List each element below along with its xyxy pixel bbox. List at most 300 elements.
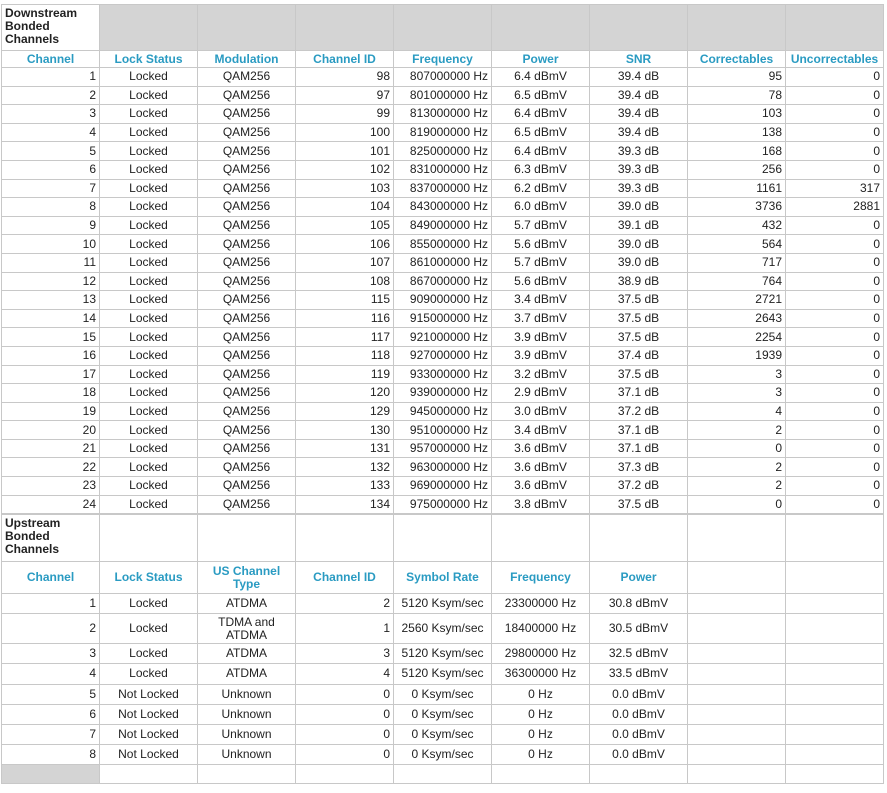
table-cell: 0	[786, 421, 884, 440]
table-cell: 3	[296, 644, 394, 664]
table-cell: 131	[296, 439, 394, 458]
table-cell: ATDMA	[198, 644, 296, 664]
table-cell: 969000000 Hz	[394, 477, 492, 496]
empty-cell	[786, 664, 884, 684]
table-cell: Locked	[100, 365, 198, 384]
table-cell: 2	[688, 458, 786, 477]
table-cell: 5	[2, 684, 100, 704]
table-cell: 861000000 Hz	[394, 253, 492, 272]
table-row	[2, 179, 884, 198]
table-cell: 0 Ksym/sec	[394, 684, 492, 704]
table-cell: 6.5 dBmV	[492, 86, 590, 105]
table-cell: 813000000 Hz	[394, 105, 492, 124]
table-cell: 0	[296, 724, 394, 744]
table-cell: 3.8 dBmV	[492, 495, 590, 514]
table-cell: 39.0 dB	[590, 253, 688, 272]
footer-filler-cell	[2, 765, 100, 784]
table-cell: Unknown	[198, 704, 296, 724]
table-cell: 951000000 Hz	[394, 421, 492, 440]
table-cell: 37.5 dB	[590, 309, 688, 328]
table-cell: 256	[688, 160, 786, 179]
table-cell: 0	[786, 458, 884, 477]
column-header: Frequency	[492, 562, 590, 594]
table-cell: 33.5 dBmV	[590, 664, 688, 684]
table-cell: 32.5 dBmV	[590, 644, 688, 664]
column-header: Modulation	[198, 51, 296, 68]
table-cell: 2643	[688, 309, 786, 328]
table-row	[2, 644, 884, 664]
table-cell: 0.0 dBmV	[590, 704, 688, 724]
table-cell: 927000000 Hz	[394, 346, 492, 365]
table-cell: QAM256	[198, 402, 296, 421]
table-cell: 4	[296, 664, 394, 684]
table-cell: QAM256	[198, 105, 296, 124]
table-cell: QAM256	[198, 179, 296, 198]
column-header: US Channel Type	[198, 562, 296, 594]
table-cell: 3	[2, 105, 100, 124]
table-cell: 130	[296, 421, 394, 440]
table-cell: 0 Hz	[492, 684, 590, 704]
table-cell: 0	[786, 328, 884, 347]
table-row	[2, 328, 884, 347]
table-cell: 831000000 Hz	[394, 160, 492, 179]
table-cell: 0	[786, 272, 884, 291]
table-cell: 0	[786, 216, 884, 235]
empty-cell	[296, 515, 394, 562]
table-cell: 21	[2, 439, 100, 458]
table-cell: QAM256	[198, 253, 296, 272]
table-cell: 2	[688, 421, 786, 440]
table-cell: 11	[2, 253, 100, 272]
table-cell: 2560 Ksym/sec	[394, 614, 492, 644]
table-cell: 764	[688, 272, 786, 291]
table-row	[2, 198, 884, 217]
table-cell: 37.2 dB	[590, 402, 688, 421]
column-header: Lock Status	[100, 562, 198, 594]
upstream-title: Upstream Bonded Channels	[2, 515, 100, 562]
table-cell: 98	[296, 68, 394, 87]
table-cell: Locked	[100, 439, 198, 458]
table-cell: 18	[2, 384, 100, 403]
table-cell: Locked	[100, 421, 198, 440]
table-cell: 23	[2, 477, 100, 496]
table-cell: 5.7 dBmV	[492, 216, 590, 235]
table-cell: 129	[296, 402, 394, 421]
table-row	[2, 684, 884, 704]
table-cell: 39.0 dB	[590, 198, 688, 217]
table-cell: 915000000 Hz	[394, 309, 492, 328]
column-header: Correctables	[688, 51, 786, 68]
table-cell: Not Locked	[100, 745, 198, 765]
table-cell: 3	[2, 644, 100, 664]
table-cell: Locked	[100, 402, 198, 421]
table-row	[2, 439, 884, 458]
table-row	[2, 477, 884, 496]
table-cell: 6.3 dBmV	[492, 160, 590, 179]
upstream-table	[1, 514, 884, 784]
table-cell: 2881	[786, 198, 884, 217]
table-cell: 6	[2, 704, 100, 724]
empty-cell	[590, 765, 688, 784]
table-cell: 97	[296, 86, 394, 105]
table-row	[2, 594, 884, 614]
table-row	[2, 142, 884, 161]
table-cell: 23300000 Hz	[492, 594, 590, 614]
table-row	[2, 291, 884, 310]
table-cell: 117	[296, 328, 394, 347]
table-row	[2, 160, 884, 179]
table-cell: Locked	[100, 216, 198, 235]
table-cell: QAM256	[198, 346, 296, 365]
header-filler-cell	[296, 5, 394, 51]
table-cell: Locked	[100, 160, 198, 179]
table-cell: 0	[296, 704, 394, 724]
empty-cell	[786, 515, 884, 562]
table-cell: 3.9 dBmV	[492, 328, 590, 347]
table-cell: Locked	[100, 328, 198, 347]
table-cell: 6.5 dBmV	[492, 123, 590, 142]
table-cell: Locked	[100, 614, 198, 644]
table-cell: 0	[786, 86, 884, 105]
table-row	[2, 724, 884, 744]
header-filler-cell	[492, 5, 590, 51]
downstream-title: Downstream Bonded Channels	[2, 5, 100, 51]
table-cell: 3	[688, 365, 786, 384]
table-cell: 5120 Ksym/sec	[394, 644, 492, 664]
table-cell: 5	[2, 142, 100, 161]
table-cell: QAM256	[198, 142, 296, 161]
empty-cell	[100, 765, 198, 784]
table-cell: Not Locked	[100, 704, 198, 724]
empty-cell	[590, 515, 688, 562]
table-cell: Locked	[100, 68, 198, 87]
table-cell: 2	[2, 614, 100, 644]
table-cell: 0	[786, 439, 884, 458]
table-cell: 6.4 dBmV	[492, 68, 590, 87]
table-cell: 18400000 Hz	[492, 614, 590, 644]
table-cell: QAM256	[198, 235, 296, 254]
table-row	[2, 664, 884, 684]
table-cell: QAM256	[198, 495, 296, 514]
table-cell: 5120 Ksym/sec	[394, 594, 492, 614]
table-cell: 37.2 dB	[590, 477, 688, 496]
table-row	[2, 614, 884, 644]
table-cell: 807000000 Hz	[394, 68, 492, 87]
table-cell: Locked	[100, 123, 198, 142]
table-row	[2, 365, 884, 384]
column-header: Channel ID	[296, 51, 394, 68]
table-cell: 9	[2, 216, 100, 235]
table-cell: 0	[296, 745, 394, 765]
table-cell: 100	[296, 123, 394, 142]
table-row	[2, 105, 884, 124]
table-cell: 1	[296, 614, 394, 644]
table-cell: 2	[688, 477, 786, 496]
table-cell: 6.0 dBmV	[492, 198, 590, 217]
table-cell: 38.9 dB	[590, 272, 688, 291]
table-cell: 1	[2, 594, 100, 614]
table-cell: 133	[296, 477, 394, 496]
table-cell: Locked	[100, 272, 198, 291]
table-cell: 0	[786, 346, 884, 365]
table-cell: 37.5 dB	[590, 328, 688, 347]
table-cell: 78	[688, 86, 786, 105]
table-cell: 855000000 Hz	[394, 235, 492, 254]
table-cell: 0	[786, 384, 884, 403]
table-cell: QAM256	[198, 458, 296, 477]
table-cell: 957000000 Hz	[394, 439, 492, 458]
table-cell: 39.4 dB	[590, 123, 688, 142]
table-cell: QAM256	[198, 365, 296, 384]
table-cell: 15	[2, 328, 100, 347]
table-cell: QAM256	[198, 421, 296, 440]
table-cell: 119	[296, 365, 394, 384]
table-cell: 3.6 dBmV	[492, 477, 590, 496]
column-header: Channel	[2, 51, 100, 68]
table-cell: 39.4 dB	[590, 86, 688, 105]
empty-cell	[688, 664, 786, 684]
table-cell: 13	[2, 291, 100, 310]
table-cell: 37.1 dB	[590, 421, 688, 440]
table-cell: 22	[2, 458, 100, 477]
empty-cell	[786, 562, 884, 594]
table-cell: Locked	[100, 458, 198, 477]
empty-cell	[688, 765, 786, 784]
table-cell: 2	[296, 594, 394, 614]
table-cell: Unknown	[198, 684, 296, 704]
table-cell: 37.1 dB	[590, 439, 688, 458]
table-cell: Locked	[100, 477, 198, 496]
table-cell: 0	[786, 235, 884, 254]
table-cell: Not Locked	[100, 684, 198, 704]
table-cell: 8	[2, 745, 100, 765]
table-cell: 37.5 dB	[590, 495, 688, 514]
empty-cell	[786, 724, 884, 744]
column-header: Channel ID	[296, 562, 394, 594]
table-cell: 801000000 Hz	[394, 86, 492, 105]
table-cell: 867000000 Hz	[394, 272, 492, 291]
table-cell: 2254	[688, 328, 786, 347]
table-cell: 1939	[688, 346, 786, 365]
table-cell: 95	[688, 68, 786, 87]
table-cell: ATDMA	[198, 594, 296, 614]
table-cell: 819000000 Hz	[394, 123, 492, 142]
table-cell: 849000000 Hz	[394, 216, 492, 235]
empty-cell	[688, 644, 786, 664]
table-cell: Locked	[100, 291, 198, 310]
table-cell: 19	[2, 402, 100, 421]
table-cell: 0 Hz	[492, 724, 590, 744]
table-cell: 0	[786, 365, 884, 384]
table-cell: Unknown	[198, 745, 296, 765]
table-cell: 37.5 dB	[590, 291, 688, 310]
table-cell: 20	[2, 421, 100, 440]
column-header: Symbol Rate	[394, 562, 492, 594]
table-cell: 37.4 dB	[590, 346, 688, 365]
table-cell: 168	[688, 142, 786, 161]
table-cell: QAM256	[198, 328, 296, 347]
table-cell: 0 Hz	[492, 704, 590, 724]
table-row	[2, 123, 884, 142]
table-row	[2, 86, 884, 105]
table-cell: Locked	[100, 253, 198, 272]
downstream-table	[1, 4, 884, 514]
column-header: Frequency	[394, 51, 492, 68]
table-cell: 30.8 dBmV	[590, 594, 688, 614]
table-cell: 0 Hz	[492, 745, 590, 765]
table-cell: 104	[296, 198, 394, 217]
table-cell: 3.4 dBmV	[492, 291, 590, 310]
table-cell: 5.6 dBmV	[492, 235, 590, 254]
table-cell: 0	[786, 402, 884, 421]
table-cell: 3.7 dBmV	[492, 309, 590, 328]
table-cell: 5.6 dBmV	[492, 272, 590, 291]
table-cell: 132	[296, 458, 394, 477]
table-cell: 115	[296, 291, 394, 310]
table-cell: Locked	[100, 309, 198, 328]
header-filler-cell	[100, 5, 198, 51]
table-cell: 0	[786, 477, 884, 496]
table-cell: 2.9 dBmV	[492, 384, 590, 403]
table-cell: 3.0 dBmV	[492, 402, 590, 421]
table-cell: 825000000 Hz	[394, 142, 492, 161]
table-cell: 317	[786, 179, 884, 198]
header-filler-cell	[688, 5, 786, 51]
table-cell: 909000000 Hz	[394, 291, 492, 310]
table-cell: 39.4 dB	[590, 68, 688, 87]
empty-cell	[786, 684, 884, 704]
table-cell: 933000000 Hz	[394, 365, 492, 384]
table-cell: QAM256	[198, 291, 296, 310]
empty-cell	[786, 704, 884, 724]
table-cell: 5.7 dBmV	[492, 253, 590, 272]
table-cell: QAM256	[198, 68, 296, 87]
table-cell: 0 Ksym/sec	[394, 724, 492, 744]
table-cell: 4	[688, 402, 786, 421]
table-cell: 0	[786, 495, 884, 514]
table-cell: 717	[688, 253, 786, 272]
table-cell: 39.3 dB	[590, 160, 688, 179]
empty-cell	[688, 704, 786, 724]
table-cell: QAM256	[198, 309, 296, 328]
table-cell: 108	[296, 272, 394, 291]
table-cell: 37.3 dB	[590, 458, 688, 477]
table-cell: 1	[2, 68, 100, 87]
table-cell: 8	[2, 198, 100, 217]
table-cell: 30.5 dBmV	[590, 614, 688, 644]
table-row	[2, 309, 884, 328]
table-cell: 837000000 Hz	[394, 179, 492, 198]
table-row	[2, 402, 884, 421]
table-cell: 0	[296, 684, 394, 704]
table-cell: 0	[786, 68, 884, 87]
table-cell: 106	[296, 235, 394, 254]
table-cell: Locked	[100, 664, 198, 684]
table-row	[2, 384, 884, 403]
table-cell: 0	[786, 123, 884, 142]
table-row	[2, 745, 884, 765]
table-cell: 0 Ksym/sec	[394, 704, 492, 724]
table-cell: 5120 Ksym/sec	[394, 664, 492, 684]
table-cell: 37.5 dB	[590, 365, 688, 384]
table-cell: 6	[2, 160, 100, 179]
table-cell: 6.4 dBmV	[492, 105, 590, 124]
table-row	[2, 421, 884, 440]
table-cell: 0.0 dBmV	[590, 745, 688, 765]
empty-cell	[100, 515, 198, 562]
table-cell: 37.1 dB	[590, 384, 688, 403]
table-cell: 939000000 Hz	[394, 384, 492, 403]
table-cell: 3.4 dBmV	[492, 421, 590, 440]
table-cell: 138	[688, 123, 786, 142]
table-cell: 134	[296, 495, 394, 514]
table-row	[2, 495, 884, 514]
table-cell: 7	[2, 179, 100, 198]
header-filler-cell	[590, 5, 688, 51]
table-cell: 99	[296, 105, 394, 124]
table-row	[2, 704, 884, 724]
table-cell: 118	[296, 346, 394, 365]
table-cell: 0	[786, 142, 884, 161]
table-cell: 101	[296, 142, 394, 161]
column-header: Power	[590, 562, 688, 594]
table-cell: 39.1 dB	[590, 216, 688, 235]
empty-cell	[394, 515, 492, 562]
table-cell: Locked	[100, 384, 198, 403]
table-cell: 14	[2, 309, 100, 328]
table-cell: 39.3 dB	[590, 142, 688, 161]
table-cell: 0	[786, 291, 884, 310]
table-row	[2, 346, 884, 365]
empty-cell	[198, 765, 296, 784]
table-cell: 3.2 dBmV	[492, 365, 590, 384]
empty-cell	[492, 765, 590, 784]
table-cell: 963000000 Hz	[394, 458, 492, 477]
table-cell: 24	[2, 495, 100, 514]
table-cell: 3.6 dBmV	[492, 458, 590, 477]
table-cell: Locked	[100, 105, 198, 124]
table-cell: Locked	[100, 86, 198, 105]
table-cell: 3	[688, 384, 786, 403]
table-cell: Locked	[100, 644, 198, 664]
table-cell: 432	[688, 216, 786, 235]
table-cell: 3736	[688, 198, 786, 217]
table-cell: Locked	[100, 198, 198, 217]
table-cell: 10	[2, 235, 100, 254]
table-cell: TDMA and ATDMA	[198, 614, 296, 644]
table-cell: 975000000 Hz	[394, 495, 492, 514]
table-cell: QAM256	[198, 160, 296, 179]
table-cell: Not Locked	[100, 724, 198, 744]
table-cell: 6.2 dBmV	[492, 179, 590, 198]
empty-cell	[688, 684, 786, 704]
empty-cell	[688, 515, 786, 562]
empty-cell	[786, 644, 884, 664]
table-row	[2, 458, 884, 477]
table-cell: 3.9 dBmV	[492, 346, 590, 365]
table-cell: QAM256	[198, 198, 296, 217]
table-cell: Locked	[100, 346, 198, 365]
table-cell: 0	[786, 309, 884, 328]
table-cell: Locked	[100, 179, 198, 198]
table-cell: Locked	[100, 235, 198, 254]
header-filler-cell	[394, 5, 492, 51]
table-cell: 0	[688, 495, 786, 514]
table-row	[2, 68, 884, 87]
table-cell: 39.0 dB	[590, 235, 688, 254]
table-cell: 0.0 dBmV	[590, 724, 688, 744]
table-cell: 29800000 Hz	[492, 644, 590, 664]
